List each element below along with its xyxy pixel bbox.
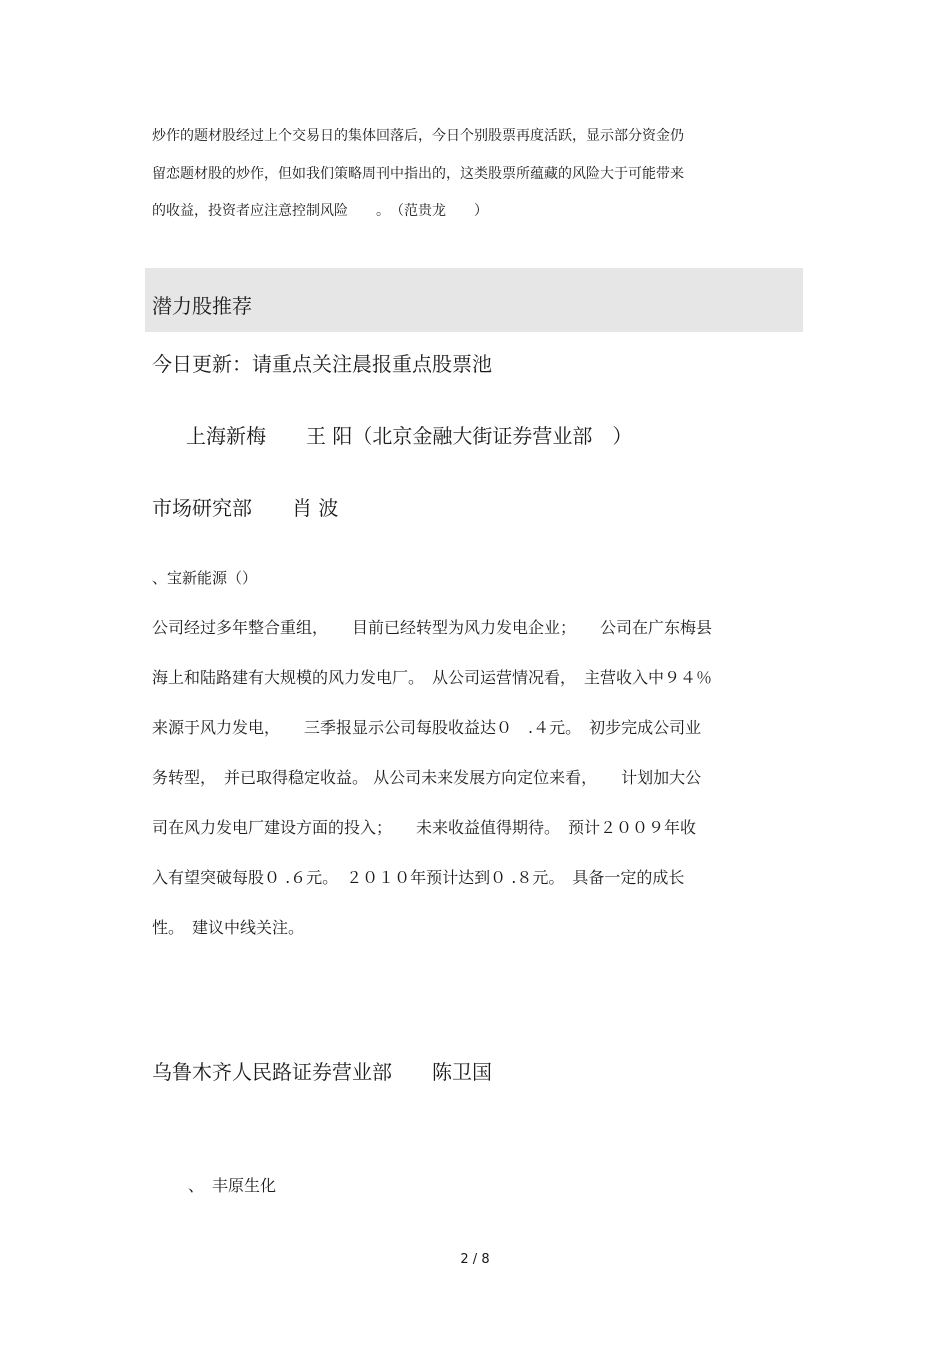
analyst-line-1: 上海新梅 王 阳（北京金融大街证券营业部 ） <box>186 424 633 448</box>
stock-1-line-5: 司在风力发电厂建设方面的投入； 未来收益值得期待。 预计２００９年收 <box>152 818 697 837</box>
stock-1-line-2: 海上和陆路建有大规模的风力发电厂。 从公司运营情况看， 主营收入中９４％ <box>152 668 713 687</box>
intro-line-3: 的收益，投资者应注意控制风险 。 （范贵龙 ） <box>152 203 488 219</box>
stock-1-line-7: 性。 建议中线关注。 <box>152 918 305 937</box>
stock-2-title: 、 丰原生化 <box>188 1176 277 1195</box>
page-number: 2 / 8 <box>460 1252 490 1267</box>
stock-1-line-3: 来源于风力发电， 三季报显示公司每股收益达０ .４元。 初步完成公司业 <box>152 718 702 737</box>
stock-1-line-1: 公司经过多年整合重组， 目前已经转型为风力发电企业； 公司在广东梅县 <box>152 618 713 637</box>
intro-line-1: 炒作的题材股经过上个交易日的集体回落后，今日个别股票再度活跃，显示部分资金仍 <box>152 128 684 144</box>
section-banner <box>145 268 803 332</box>
update-line: 今日更新：请重点关注晨报重点股票池 <box>152 352 492 376</box>
intro-line-2: 留恋题材股的炒作，但如我们策略周刊中指出的，这类股票所蕴藏的风险大于可能带来 <box>152 166 684 182</box>
analyst-line-2: 市场研究部 肖 波 <box>152 496 339 520</box>
stock-1-line-6: 入有望突破每股０ .６元。 ２０１０年预计达到０ .８元。 具备一定的成长 <box>152 868 685 887</box>
section-title: 潜力股推荐 <box>152 294 252 318</box>
stock-1-line-4: 务转型， 并已取得稳定收益。 从公司未来发展方向定位来看， 计划加大公 <box>152 768 702 787</box>
stock-1-title: 、宝新能源（） <box>152 569 258 587</box>
analyst-line-3: 乌鲁木齐人民路证券营业部 陈卫国 <box>152 1060 492 1084</box>
